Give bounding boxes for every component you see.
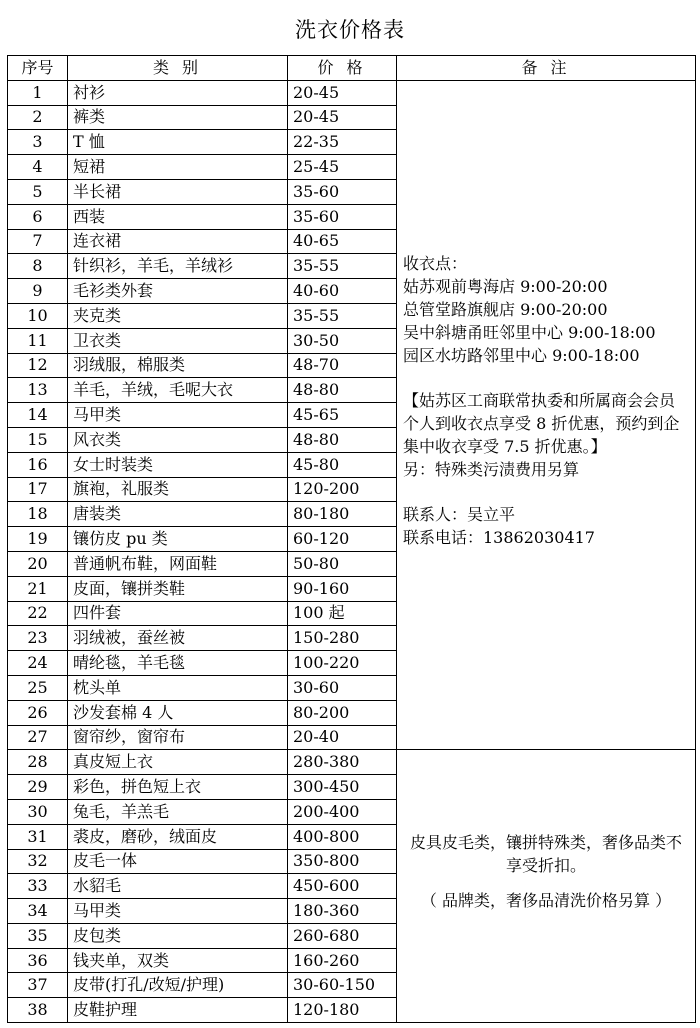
row-price: 400-800 bbox=[288, 824, 397, 849]
row-number: 9 bbox=[8, 279, 68, 304]
row-price: 35-55 bbox=[288, 254, 397, 279]
header-category: 类 别 bbox=[68, 56, 288, 81]
row-price: 20-45 bbox=[288, 105, 397, 130]
row-number: 26 bbox=[8, 700, 68, 725]
row-number: 38 bbox=[8, 998, 68, 1023]
row-number: 25 bbox=[8, 675, 68, 700]
row-category: 晴纶毯，羊毛毯 bbox=[68, 651, 288, 676]
row-category: 旗袍，礼服类 bbox=[68, 477, 288, 502]
row-price: 45-65 bbox=[288, 403, 397, 428]
row-price: 150-280 bbox=[288, 626, 397, 651]
row-price: 350-800 bbox=[288, 849, 397, 874]
row-price: 280-380 bbox=[288, 750, 397, 775]
note-leather bbox=[397, 750, 696, 1023]
row-category: 彩色，拼色短上衣 bbox=[68, 775, 288, 800]
row-category: 针织衫，羊毛，羊绒衫 bbox=[68, 254, 288, 279]
row-price: 45-80 bbox=[288, 452, 397, 477]
row-category: 夹克类 bbox=[68, 303, 288, 328]
row-category: 裘皮，磨砂，绒面皮 bbox=[68, 824, 288, 849]
row-number: 35 bbox=[8, 923, 68, 948]
row-price: 120-180 bbox=[288, 998, 397, 1023]
row-category: 皮毛一体 bbox=[68, 849, 288, 874]
row-price: 200-400 bbox=[288, 799, 397, 824]
row-price: 25-45 bbox=[288, 155, 397, 180]
row-number: 32 bbox=[8, 849, 68, 874]
row-number: 4 bbox=[8, 155, 68, 180]
row-number: 1 bbox=[8, 80, 68, 105]
store-line: 姑苏观前粤海店 9:00-20:00 bbox=[403, 276, 608, 296]
row-number: 5 bbox=[8, 179, 68, 204]
row-category: 裤类 bbox=[68, 105, 288, 130]
row-category: 窗帘纱，窗帘布 bbox=[68, 725, 288, 750]
row-category: 女士时装类 bbox=[68, 452, 288, 477]
discount-text: 【姑苏区工商联常执委和所属商会会员个人到收衣点享受 8 折优惠，预约到企集中收衣享受 7.5 折优惠。】 bbox=[403, 390, 680, 456]
row-number: 37 bbox=[8, 973, 68, 998]
row-price: 50-80 bbox=[288, 551, 397, 576]
row-price: 48-80 bbox=[288, 427, 397, 452]
row-price: 40-60 bbox=[288, 279, 397, 304]
row-number: 11 bbox=[8, 328, 68, 353]
note-heading: 收衣点： bbox=[403, 253, 468, 273]
row-number: 3 bbox=[8, 130, 68, 155]
row-number: 6 bbox=[8, 204, 68, 229]
row-category: 毛衫类外套 bbox=[68, 279, 288, 304]
row-category: 皮鞋护理 bbox=[68, 998, 288, 1023]
row-number: 16 bbox=[8, 452, 68, 477]
row-category: 钱夹单，双类 bbox=[68, 948, 288, 973]
row-category: 羊毛，羊绒，毛呢大衣 bbox=[68, 378, 288, 403]
row-category: 皮带(打孔/改短/护理) bbox=[68, 973, 288, 998]
row-price: 48-70 bbox=[288, 353, 397, 378]
row-price: 180-360 bbox=[288, 899, 397, 924]
row-price: 35-60 bbox=[288, 204, 397, 229]
row-category: 皮包类 bbox=[68, 923, 288, 948]
row-category: 衬衫 bbox=[68, 80, 288, 105]
row-price: 80-200 bbox=[288, 700, 397, 725]
row-category: 风衣类 bbox=[68, 427, 288, 452]
row-price: 22-35 bbox=[288, 130, 397, 155]
row-number: 10 bbox=[8, 303, 68, 328]
header-no: 序号 bbox=[8, 56, 68, 81]
row-number: 29 bbox=[8, 775, 68, 800]
row-category: 马甲类 bbox=[68, 899, 288, 924]
row-price: 40-65 bbox=[288, 229, 397, 254]
header-row bbox=[8, 56, 696, 81]
row-category: 水貂毛 bbox=[68, 874, 288, 899]
contact-phone: 联系电话：13862030417 bbox=[403, 527, 595, 547]
note-general bbox=[397, 80, 696, 750]
leather-note: 皮具皮毛类，镶拼特殊类，奢侈品类不享受折扣。 bbox=[409, 832, 682, 875]
row-category: 唐装类 bbox=[68, 502, 288, 527]
row-price: 35-60 bbox=[288, 179, 397, 204]
row-number: 24 bbox=[8, 651, 68, 676]
row-category: 半长裙 bbox=[68, 179, 288, 204]
row-price: 20-45 bbox=[288, 80, 397, 105]
row-price: 160-260 bbox=[288, 948, 397, 973]
row-number: 12 bbox=[8, 353, 68, 378]
table-row bbox=[8, 80, 696, 105]
header-note: 备 注 bbox=[397, 56, 696, 81]
row-category: 四件套 bbox=[68, 601, 288, 626]
row-number: 34 bbox=[8, 899, 68, 924]
row-category: 羽绒服，棉服类 bbox=[68, 353, 288, 378]
row-price: 48-80 bbox=[288, 378, 397, 403]
row-number: 36 bbox=[8, 948, 68, 973]
row-number: 22 bbox=[8, 601, 68, 626]
row-number: 2 bbox=[8, 105, 68, 130]
row-number: 21 bbox=[8, 576, 68, 601]
row-category: 卫衣类 bbox=[68, 328, 288, 353]
row-category: 镶仿皮 pu 类 bbox=[68, 527, 288, 552]
row-category: 真皮短上衣 bbox=[68, 750, 288, 775]
row-number: 27 bbox=[8, 725, 68, 750]
row-category: 短裙 bbox=[68, 155, 288, 180]
row-number: 28 bbox=[8, 750, 68, 775]
row-number: 14 bbox=[8, 403, 68, 428]
row-category: 连衣裙 bbox=[68, 229, 288, 254]
row-price: 300-450 bbox=[288, 775, 397, 800]
row-number: 17 bbox=[8, 477, 68, 502]
row-category: 枕头单 bbox=[68, 675, 288, 700]
row-price: 30-60-150 bbox=[288, 973, 397, 998]
row-number: 8 bbox=[8, 254, 68, 279]
row-price: 30-60 bbox=[288, 675, 397, 700]
page-title: 洗衣价格表 bbox=[295, 18, 405, 42]
row-price: 35-55 bbox=[288, 303, 397, 328]
row-number: 23 bbox=[8, 626, 68, 651]
row-price: 100 起 bbox=[288, 601, 397, 626]
row-price: 30-50 bbox=[288, 328, 397, 353]
row-number: 13 bbox=[8, 378, 68, 403]
brand-note: （ 品牌类，奢侈品清洗价格另算 ） bbox=[420, 890, 672, 910]
header-price: 价 格 bbox=[288, 56, 397, 81]
row-price: 100-220 bbox=[288, 651, 397, 676]
row-price: 20-40 bbox=[288, 725, 397, 750]
row-category: 西装 bbox=[68, 204, 288, 229]
extra-note: 另：特殊类污渍费用另算 bbox=[403, 459, 580, 479]
row-price: 90-160 bbox=[288, 576, 397, 601]
price-table bbox=[7, 55, 696, 1023]
row-number: 18 bbox=[8, 502, 68, 527]
row-category: T 恤 bbox=[68, 130, 288, 155]
row-category: 马甲类 bbox=[68, 403, 288, 428]
store-line: 吴中斜塘甬旺邻里中心 9:00-18:00 bbox=[403, 322, 656, 342]
store-line: 总管堂路旗舰店 9:00-20:00 bbox=[403, 299, 608, 319]
row-price: 60-120 bbox=[288, 527, 397, 552]
table-row bbox=[8, 750, 696, 775]
row-price: 120-200 bbox=[288, 477, 397, 502]
store-line: 园区水坊路邻里中心 9:00-18:00 bbox=[403, 345, 640, 365]
row-number: 7 bbox=[8, 229, 68, 254]
row-number: 30 bbox=[8, 799, 68, 824]
row-category: 普通帆布鞋，网面鞋 bbox=[68, 551, 288, 576]
row-price: 80-180 bbox=[288, 502, 397, 527]
row-category: 羽绒被，蚕丝被 bbox=[68, 626, 288, 651]
row-number: 31 bbox=[8, 824, 68, 849]
row-category: 兔毛，羊羔毛 bbox=[68, 799, 288, 824]
contact-person: 联系人：吴立平 bbox=[403, 504, 516, 524]
row-category: 沙发套棉 4 人 bbox=[68, 700, 288, 725]
row-number: 15 bbox=[8, 427, 68, 452]
row-number: 20 bbox=[8, 551, 68, 576]
row-category: 皮面，镶拼类鞋 bbox=[68, 576, 288, 601]
row-price: 260-680 bbox=[288, 923, 397, 948]
row-number: 19 bbox=[8, 527, 68, 552]
row-price: 450-600 bbox=[288, 874, 397, 899]
row-number: 33 bbox=[8, 874, 68, 899]
